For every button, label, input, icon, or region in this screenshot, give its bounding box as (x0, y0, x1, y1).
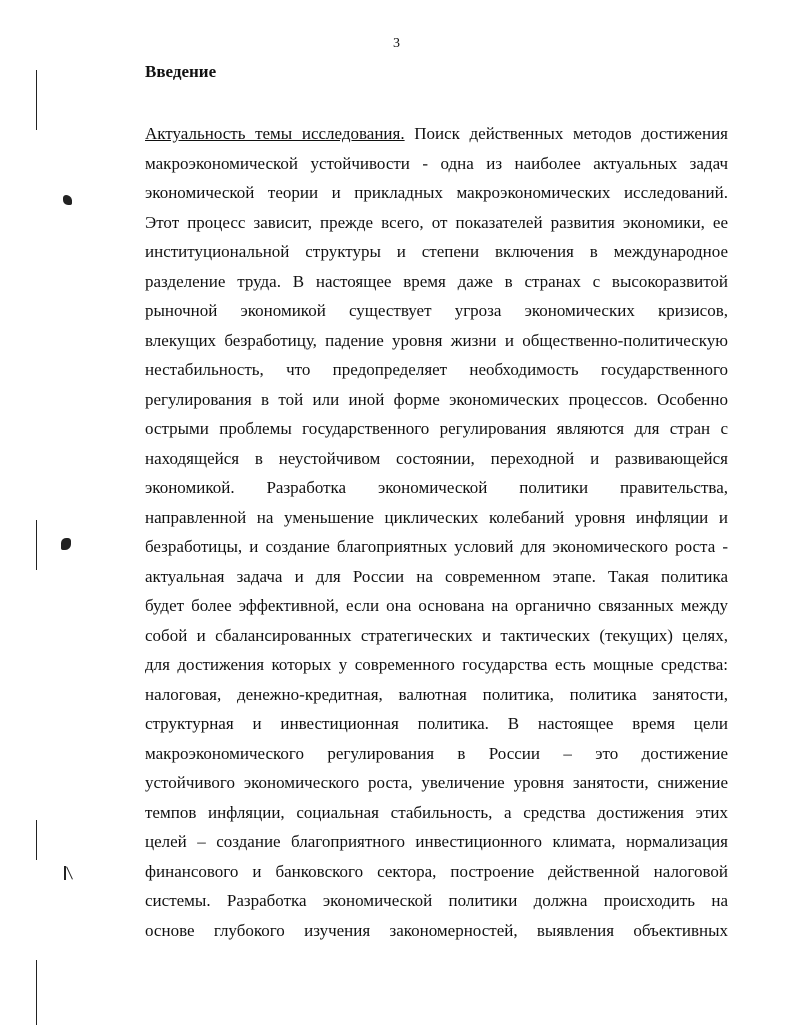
scan-mark (63, 195, 72, 205)
text-line: регулирования в той или иной форме экономических процессов. Особенно (145, 389, 728, 409)
section-heading: Введение (145, 62, 217, 81)
text-line: рыночной экономикой существует угроза экономических кризисов, (145, 301, 728, 320)
text-line: разделение труда. В настоящее время даже в странах с высокоразвитой (145, 271, 728, 291)
text-line: находящейся в неустойчивом состоянии, переходной и развивающейся (145, 448, 728, 468)
text-line: собой и сбалансированных стратегических и тактических (текущих) целях, (145, 625, 728, 645)
page-number: 3 (393, 36, 400, 51)
text-line: целей – создание благоприятного инвестиционного климата, нормализация (145, 832, 728, 851)
text-line: экономической теории и прикладных макроэкономических исследований. (145, 183, 728, 202)
text-line (145, 119, 728, 149)
scan-mark (61, 538, 71, 550)
text-line: устойчивого экономического роста, увеличение уровня занятости, снижение (145, 773, 728, 792)
text-line: основе глубокого изучения закономерностей, выявления объективных (145, 920, 728, 940)
text-line: Этот процесс зависит, прежде всего, от показателей развития экономики, ее (145, 212, 728, 232)
text-line: актуальная задача и для России на современном этапе. Такая политика (145, 566, 728, 586)
text-line: структурная и инвестиционная политика. В настоящее время цели (145, 714, 728, 733)
text-line: макроэкономической устойчивости - одна из наиболее актуальных задач (145, 153, 728, 173)
text-line: безработицы, и создание благоприятных условий для экономического роста - (145, 537, 728, 556)
text-line: влекущих безработицу, падение уровня жизни и общественно-политическую (145, 330, 728, 350)
text-line: темпов инфляции, социальная стабильность, а средства достижения этих (145, 802, 728, 822)
scan-edge-line (36, 960, 37, 1025)
text-line: направленной на уменьшение циклических колебаний уровня инфляции и (145, 507, 728, 527)
scan-edge-line (36, 820, 37, 860)
text-line: финансового и банковского сектора, построение действенной налоговой (145, 861, 728, 881)
text-line: нестабильность, что предопределяет необходимость государственного (145, 360, 728, 379)
text-line: институциональной структуры и степени включения в международное (145, 242, 728, 261)
scan-edge-line (36, 520, 37, 570)
topic-relevance-label: Актуальность темы исследования. (145, 124, 405, 143)
text-line-rest: Поиск действенных методов достижения (404, 124, 728, 143)
body-paragraph (145, 119, 728, 945)
text-line: системы. Разработка экономической политики должна происходить на (145, 891, 728, 910)
text-line: острыми проблемы государственного регулирования являются для стран с (145, 419, 728, 438)
text-line: макроэкономического регулирования в России – это достижение (145, 743, 728, 763)
scan-mark (66, 866, 73, 879)
scan-edge-line (36, 70, 37, 130)
text-line: будет более эффективной, если она основана на органично связанных между (145, 596, 728, 615)
text-line: для достижения которых у современного государства есть мощные средства: (145, 655, 728, 674)
text-line: экономикой. Разработка экономической политики правительства, (145, 478, 728, 497)
text-line: налоговая, денежно-кредитная, валютная политика, политика занятости, (145, 684, 728, 704)
